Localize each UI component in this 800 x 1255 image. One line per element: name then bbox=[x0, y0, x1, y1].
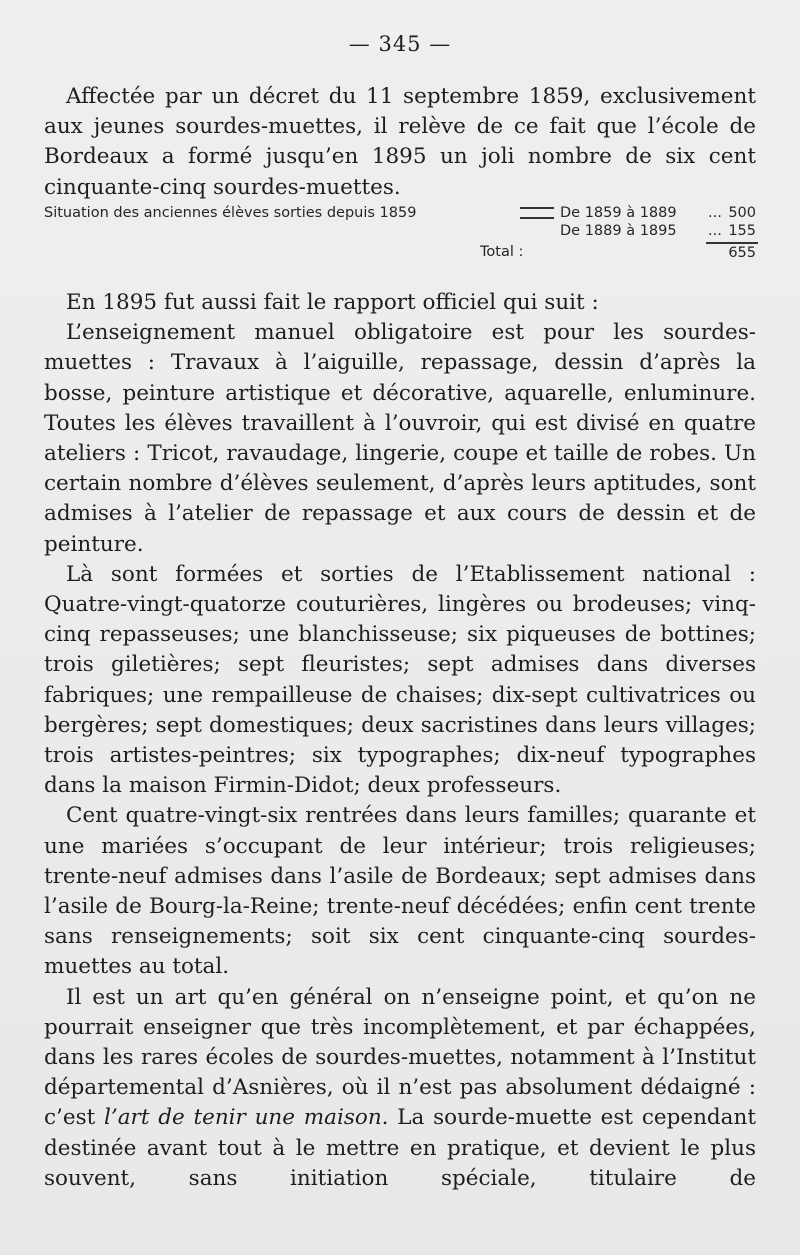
situation-value: 155 bbox=[728, 223, 756, 239]
paragraph-5-italic: l’art de tenir une maison bbox=[104, 1105, 382, 1131]
situation-total-row bbox=[44, 243, 760, 261]
leader-dots: ... bbox=[708, 223, 722, 239]
situation-period: De 1859 à 1889 bbox=[560, 205, 677, 221]
situation-label: Situation des anciennes élèves sorties depuis 1859 bbox=[44, 205, 417, 221]
intro-block bbox=[44, 82, 756, 203]
equals-sign bbox=[520, 207, 554, 219]
body-text bbox=[44, 288, 756, 1194]
page-number: — 345 — bbox=[348, 32, 452, 56]
situation-table bbox=[44, 204, 760, 261]
paragraph-1: En 1895 fut aussi fait le rapport officiel qui suit : bbox=[66, 290, 599, 315]
leader-dots: ... bbox=[708, 205, 722, 221]
situation-period: De 1889 à 1895 bbox=[560, 223, 677, 239]
total-value: 655 bbox=[728, 245, 756, 261]
total-label: Total : bbox=[480, 244, 524, 260]
paragraph-5-text-a: Il est un art qu’en général on n’enseigne point, et qu’on ne pourrait enseigner que très incomplètement, et par échappées, dans les rares écoles de sourdes-muettes, notamment à l’Institut départemental d’Asnières, où il n’est pas absolument dédaigné : c’est bbox=[44, 984, 756, 1131]
paragraph-3: Là sont formées et sorties de l’Etablissement national : Quatre-vingt-quatorze couturières, lingères ou brodeuses; vinq-cinq repasseuses; une blanchisseuse; six piqueuses de bottines; trois giletières; sept fleuristes; sept admises dans diverses fabriques; une rempailleuse de chaises; dix-sept cultivatrices ou bergères; sept domestiques; deux sacristines dans leurs villages; trois artistes-peintres; six typographes; dix-neuf typographes dans la maison Firmin-Didot; deux professeurs. bbox=[44, 561, 756, 799]
situation-row bbox=[44, 222, 760, 240]
paragraph-4: Cent quatre-vingt-six rentrées dans leurs familles; quarante et une mariées s’occupant de leur intérieur; trois religieuses; trente-neuf admises dans l’asile de Bordeaux; sept admises dans l’asile de Bourg-la-Reine; trente-neuf décédées; enfin cent trente sans renseignements; soit six cent cinquante-cinq sourdes-muettes au total. bbox=[44, 803, 756, 980]
paragraph-2: L’enseignement manuel obligatoire est pour les sourdes-muettes : Travaux à l’aiguille, repassage, dessin d’après la bosse, peinture artistique et décorative, aquarelle, enluminure. Toutes les élèves travaillent à l’ouvroir, qui est divisé en quatre ateliers : Tricot, ravaudage, lingerie, coupe et taille de robes. Un certain nombre d’élèves seulement, d’après leurs aptitudes, sont admises à l’atelier de repassage et aux cours de dessin et de peinture. bbox=[44, 320, 756, 557]
intro-paragraph: Affectée par un décret du 11 septembre 1859, exclusivement aux jeunes sourdes-muettes, il relève de ce fait que l’école de Bordeaux a formé jusqu’en 1895 un joli nombre de six cent cinquante-cinq sourdes-muettes. bbox=[44, 84, 756, 200]
paragraph-5 bbox=[44, 983, 756, 1194]
situation-row bbox=[44, 204, 760, 222]
situation-value: 500 bbox=[728, 205, 756, 221]
paragraph-5-text-b: . La sourde-muette est cependant destinée avant tout à le mettre en pratique, et devient le plus souvent, sans initiation spéciale, titulaire de bbox=[44, 1105, 756, 1191]
